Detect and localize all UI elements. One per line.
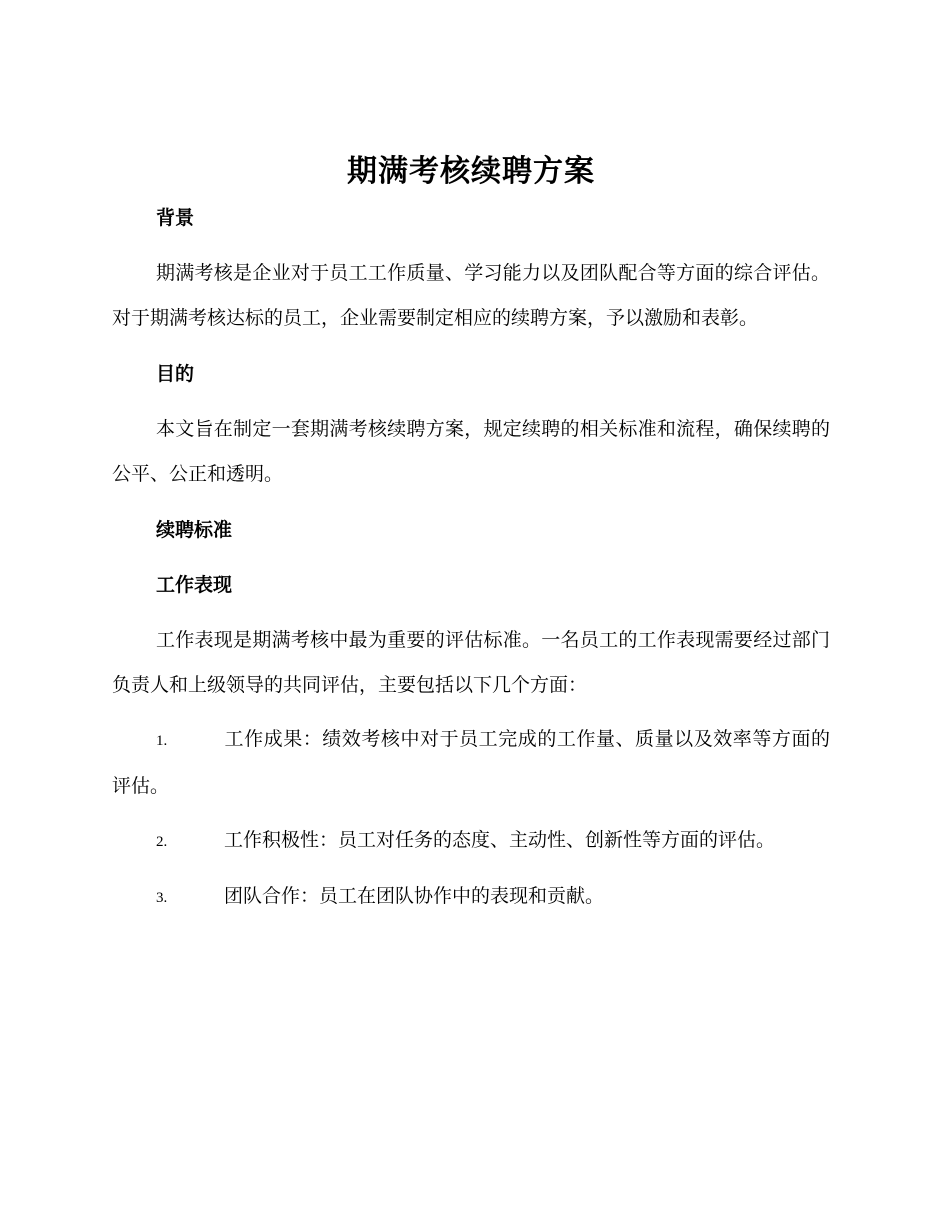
heading-background: 背景 [156,207,195,229]
heading-performance: 工作表现 [156,574,233,596]
document-title: 期满考核续聘方案 [347,154,595,189]
paragraph-purpose: 本文旨在制定一套期满考核续聘方案，规定续聘的相关标准和流程，确保续聘的公平、公正和透明。 [112,418,830,485]
list-item-number: 2. [156,834,168,850]
list-item-text: 工作成果：绩效考核中对于员工完成的工作量、质量以及效率等方面的评估。 [112,728,830,797]
list-item [112,717,830,809]
list-item-text: 工作积极性：员工对任务的态度、主动性、创新性等方面的评估。 [224,829,776,851]
heading-criteria: 续聘标准 [156,519,233,541]
list-item-text: 团队合作：员工在团队协作中的表现和贡献。 [224,885,605,907]
document-content [112,148,830,921]
heading-purpose: 目的 [156,363,195,385]
list-item [112,874,830,921]
list-item-number: 1. [156,733,168,749]
list-item [112,818,830,865]
list-item-number: 3. [156,890,168,906]
paragraph-performance: 工作表现是期满考核中最为重要的评估标准。一名员工的工作表现需要经过部门负责人和上级领导的共同评估，主要包括以下几个方面： [112,629,830,696]
paragraph-background: 期满考核是企业对于员工工作质量、学习能力以及团队配合等方面的综合评估。对于期满考核达标的员工，企业需要制定相应的续聘方案，予以激励和表彰。 [112,262,830,329]
